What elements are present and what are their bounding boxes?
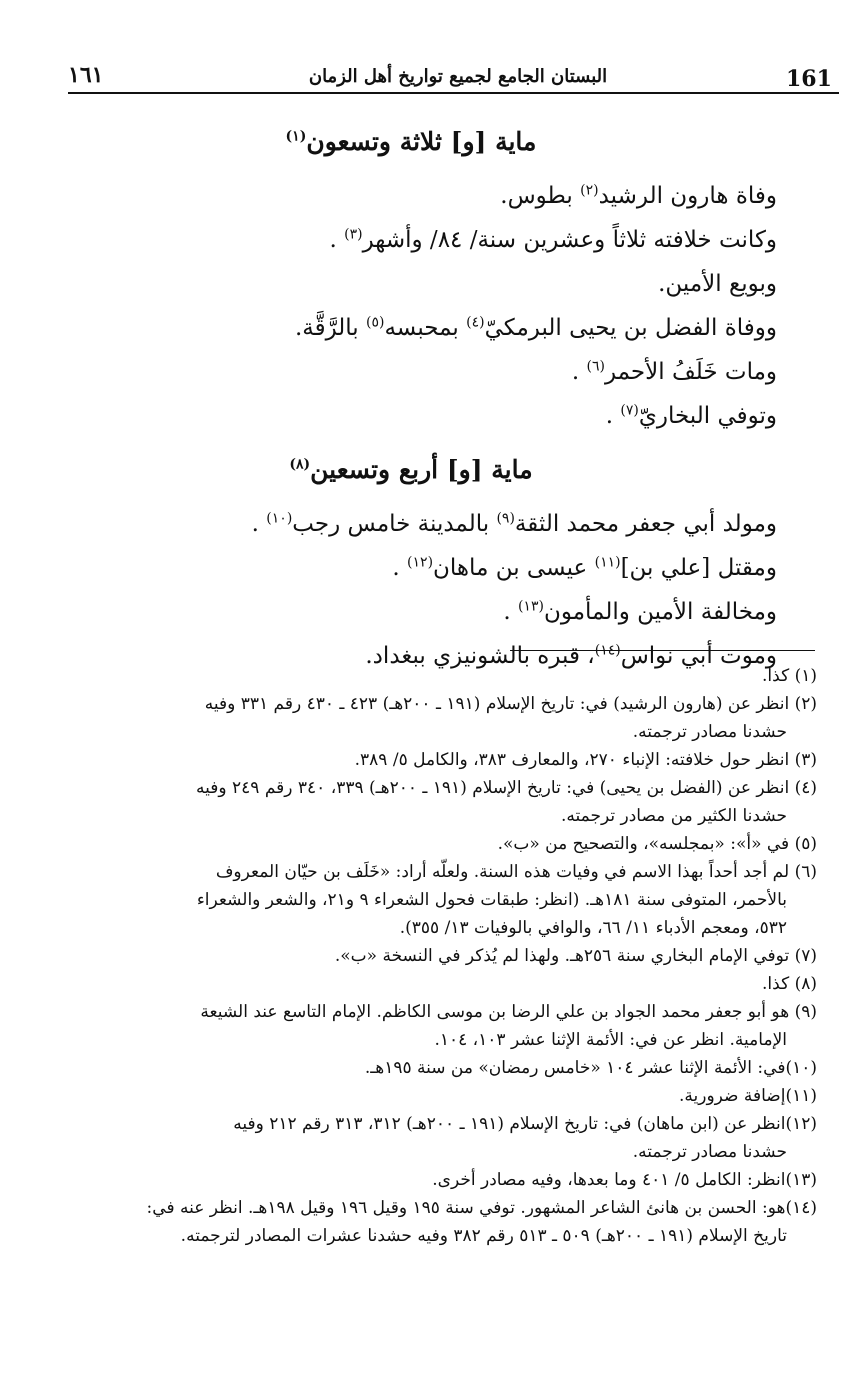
text-line: وكانت خلافته ثلاثاً وعشرين سنة/ ٨٤/ وأشهر$^{(٣)}$ . [329,226,777,253]
footnote-separator [510,650,815,651]
footnote-line: (٤) انظر عن (الفضل بن يحيى) في: تاريخ الإسلام (١٩١ ـ ٢٠٠هـ) ٣٣٩، ٣٤٠ رقم ٢٤٩ وفيه [196,778,817,798]
footnote-line: (١١)إضافة ضرورية. [678,1086,817,1106]
text-line: ومولد أبي جعفر محمد الثقة$^{(٩)}$ بالمدينة خامس رجب$^{(١٠)}$ . [251,510,777,537]
footnote-line: (١٢)انظر عن (ابن ماهان) في: تاريخ الإسلام (١٩١ ـ ٢٠٠هـ) ٣١٢، ٣١٣ رقم ٢١٢ وفيه [233,1114,817,1134]
footnote-line: (٧) توفي الإمام البخاري سنة ٢٥٦هـ. ولهذا لم يُذكر في النسخة «ب». [334,946,817,966]
footnote-line: (١٣)انظر: الكامل ٥/ ٤٠١ وما بعدها، وفيه مصادر أخرى. [432,1170,817,1190]
footnote-line: (٥) في «أ»: «بمجلسه»، والتصحيح من «ب». [497,834,817,854]
footnotes [55,662,817,1250]
text-line: وموت أبي نواس$^{(١٤)}$، قبره بالشونيزي ببغداد. [365,642,777,669]
text-line: وفاة هارون الرشيد$^{(٢)}$ بطوس. [500,182,777,209]
page-number-latin: 161 [786,66,832,92]
text-line: ومات خَلَفُ الأحمر$^{(٦)}$ . [571,358,777,385]
footnote-line: بالأحمر، المتوفى سنة ١٨١هـ. (انظر: طبقات فحول الشعراء ٩ و٢١، والشعر والشعراء [196,890,787,910]
footnote-line: (٣) انظر حول خلافته: الإنباء ٢٧٠، والمعارف ٣٨٣، والكامل ٥/ ٣٨٩. [354,750,817,770]
text-line: وتوفي البخاريّ$^{(٧)}$ . [605,402,777,429]
page-number-arabic: ١٦١ [68,62,104,88]
footnote-line: حشدنا الكثير من مصادر ترجمته. [560,806,787,826]
footnote-line: ٥٣٢، ومعجم الأدباء ١١/ ٦٦، والوافي بالوفيات ١٣/ ٣٥٥). [399,918,787,938]
footnote-line: (٨) كذا. [762,974,817,994]
footnote-line: (١) كذا. [762,666,817,686]
footnote-line: (١٠)في: الأئمة الإثنا عشر ١٠٤ «خامس رمضان» من سنة ١٩٥هـ. [364,1058,817,1078]
running-title: البستان الجامع لجميع تواريخ أهل الزمان [308,66,608,87]
section-heading-193: ماية [و] ثلاثة وتسعون$^{(١)}$ [285,127,537,156]
text-line: ومقتل [علي بن]$^{(١١)}$ عيسى بن ماهان$^{(١٢)}$ . [392,554,777,581]
main-text [45,110,777,678]
footnote-line: حشدنا مصادر ترجمته. [632,1142,787,1162]
footnote-line: (٢) انظر عن (هارون الرشيد) في: تاريخ الإسلام (١٩١ ـ ٢٠٠هـ) ٤٢٣ ـ ٤٣٠ رقم ٣٣١ وفيه [204,694,817,714]
footnote-line: الإمامية. انظر عن في: الأئمة الإثنا عشر ١٠٣، ١٠٤. [434,1030,787,1050]
footnote-line: (١٤)هو: الحسن بن هانئ الشاعر المشهور. توفي سنة ١٩٥ وقيل ١٩٦ وقيل ١٩٨هـ. انظر عنه في: [146,1198,817,1218]
text-line: ومخالفة الأمين والمأمون$^{(١٣)}$ . [503,598,777,625]
footnote-line: تاريخ الإسلام (١٩١ ـ ٢٠٠هـ) ٥٠٩ ـ ٥١٣ رقم ٣٨٢ وفيه حشدنا عشرات المصادر لترجمته. [180,1226,787,1246]
footnote-line: حشدنا مصادر ترجمته. [632,722,787,742]
footnote-line: (٩) هو أبو جعفر محمد الجواد بن علي الرضا بن موسى الكاظم. الإمام التاسع عند الشيعة [200,1002,817,1022]
page-header [68,62,839,94]
text-line: ووفاة الفضل بن يحيى البرمكيّ$^{(٤)}$ بمحبسه$^{(٥)}$ بالرَّقَّة. [294,314,777,341]
text-line: وبويع الأمين. [658,271,777,297]
footnote-line: (٦) لم أجد أحداً بهذا الاسم في وفيات هذه السنة. ولعلّه أراد: «خَلَف بن حيّان المعروف [215,862,817,882]
section-heading-194: ماية [و] أربع وتسعين$^{(٨)}$ [289,455,533,484]
